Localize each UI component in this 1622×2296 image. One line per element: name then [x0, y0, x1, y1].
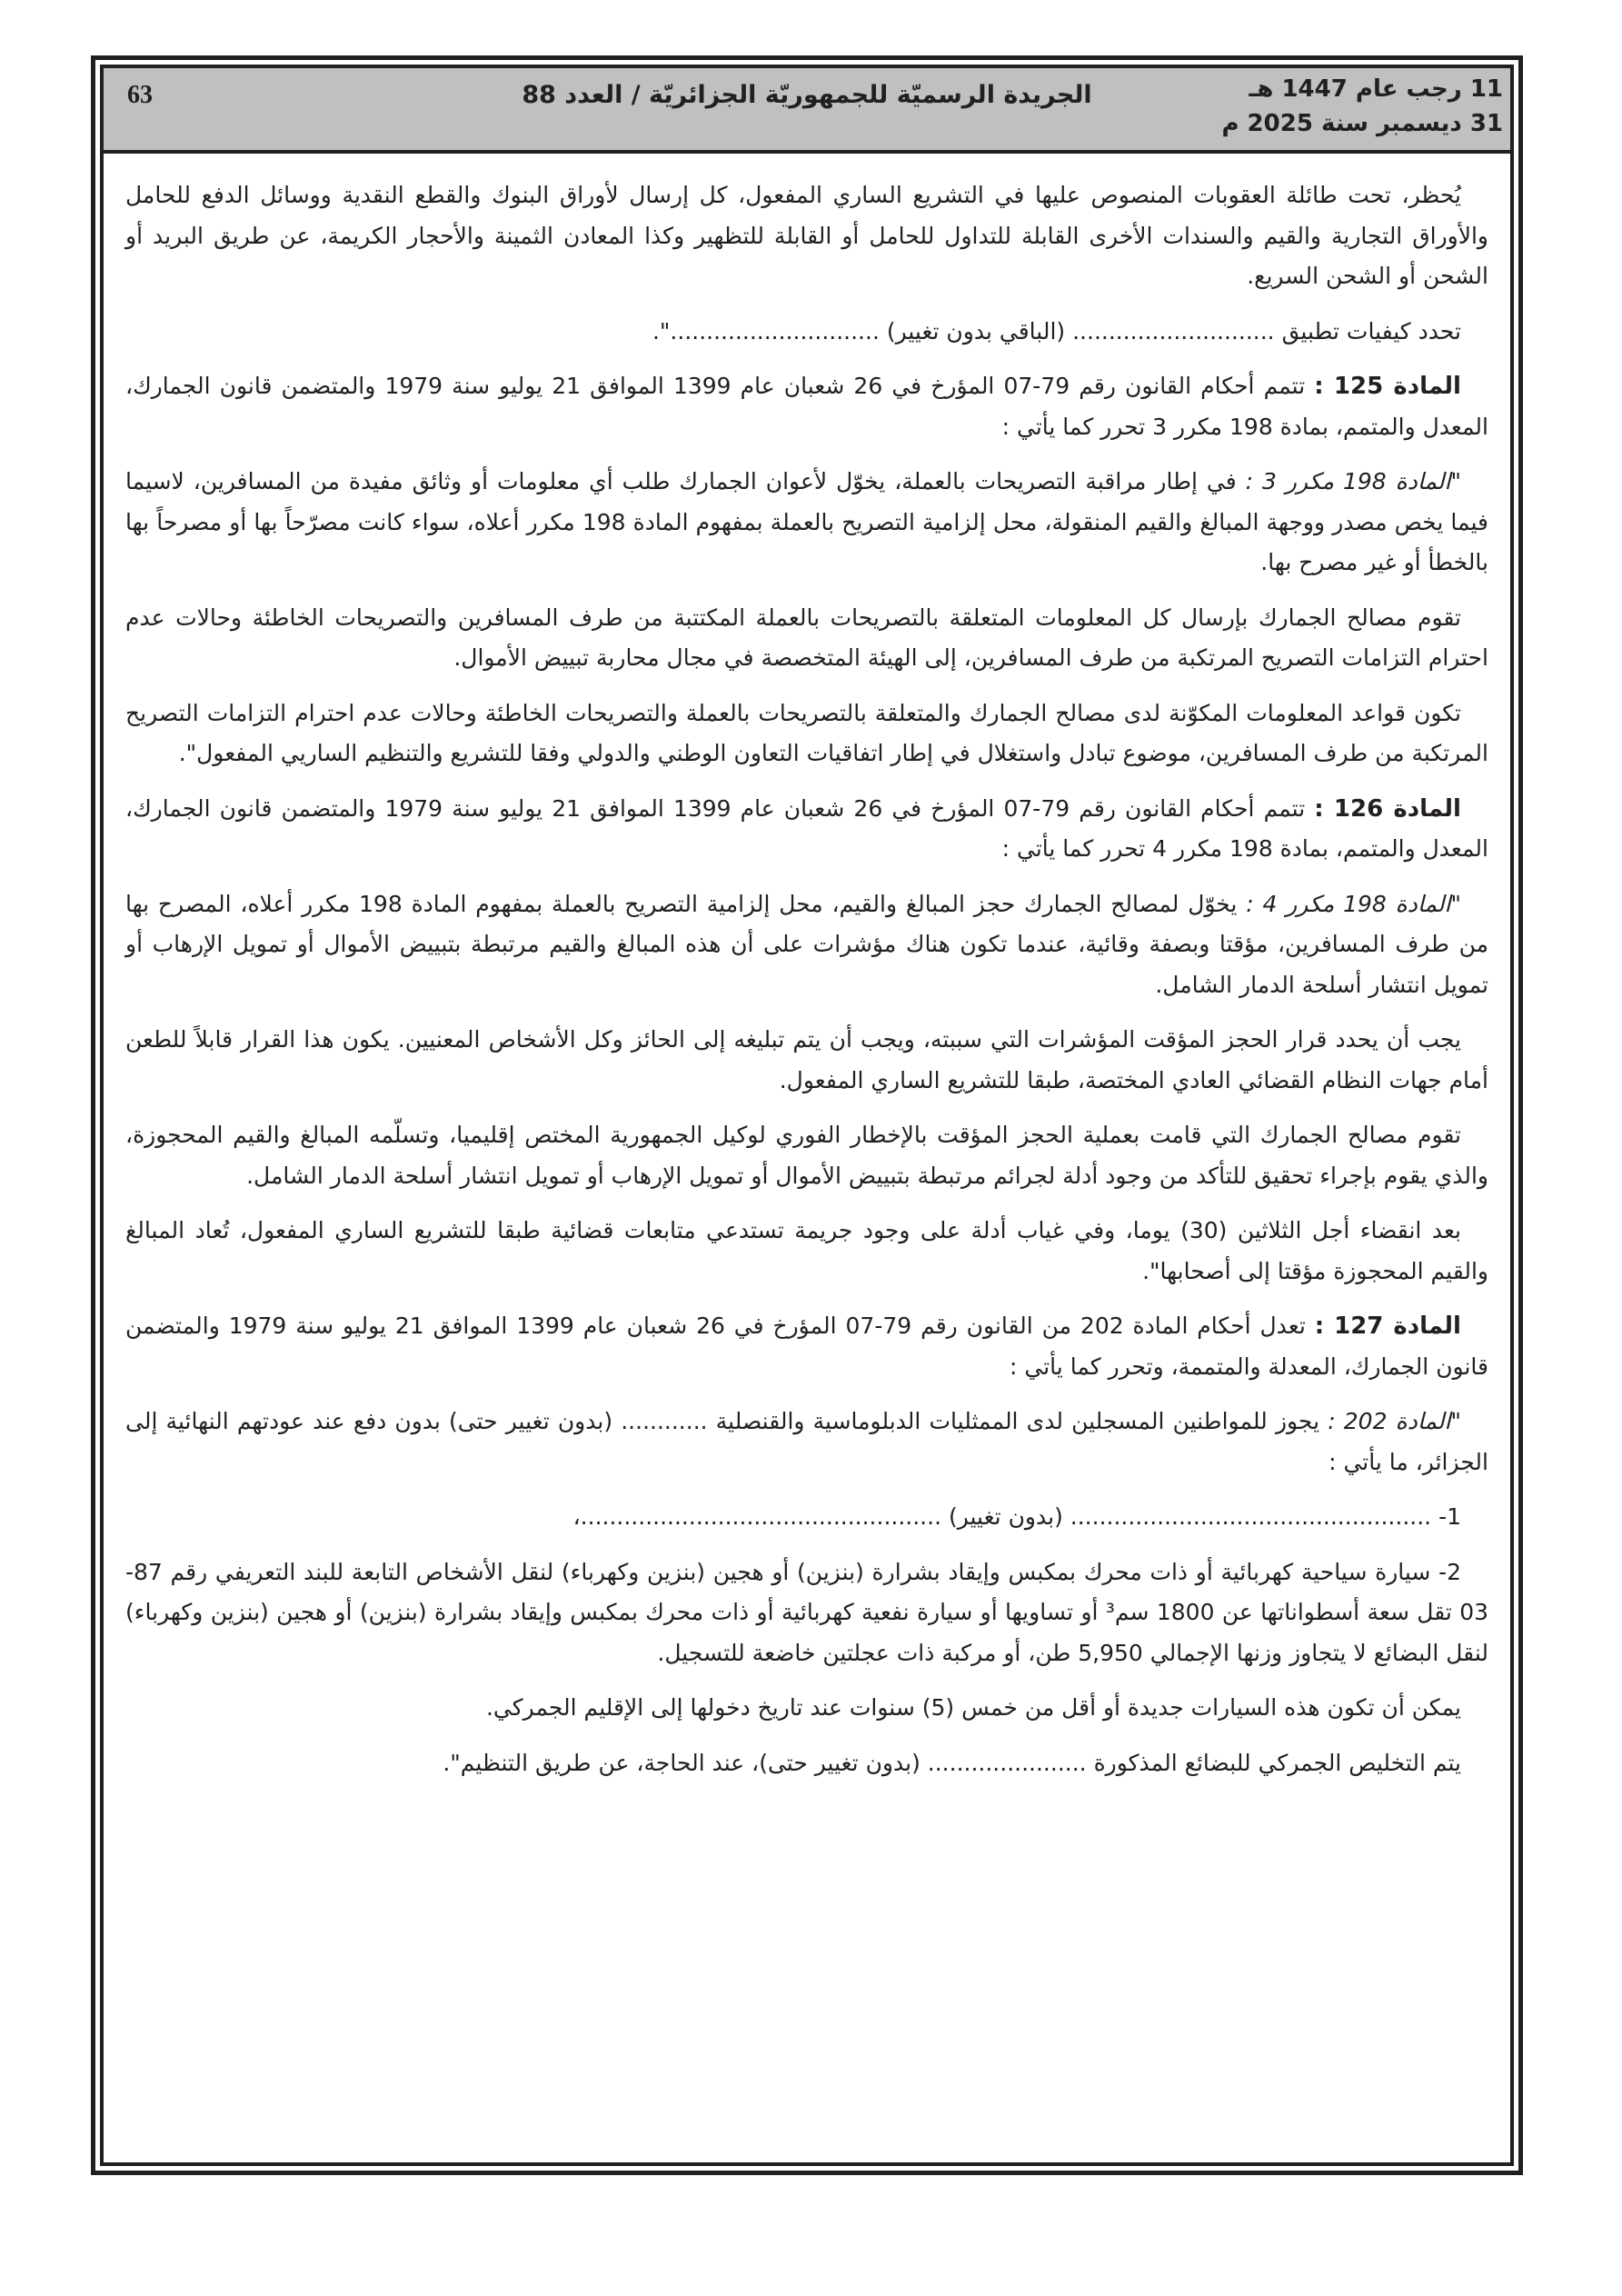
- article-127: المادة 127 : تعدل أحكام المادة 202 من القانون رقم 79-07 المؤرخ في 26 شعبان عام 1399 الموافق 21 يوليو سنة 1979 والمتضمن قانون الجمارك، المعدلة والمتممة، وتحرر كما يأتي :: [125, 1313, 1488, 1380]
- list-item-2: 2- سيارة سياحية كهربائية أو ذات محرك بمكبس وإيقاد بشرارة (بنزين) أو هجين (بنزين وكهرباء) لنقل الأشخاص التابعة للبند التعريفي رقم 87-03 تقل سعة أسطواناتها عن 1800 سم³ أو تساويها أو سيارة نفعية كهربائية أو ذات محرك بمكبس وإيقاد بشرارة (بنزين) أو هجين (بنزين وكهرباء) لنقل البضائع لا يتجاوز وزنها الإجمالي 5,950 طن، أو مركبة ذات عجلتين خاضعة للتسجيل.: [125, 1558, 1488, 1666]
- page-outer-border: [91, 55, 1523, 2175]
- paragraph: تكون قواعد المعلومات المكوّنة لدى مصالح الجمارك والمتعلقة بالتصريحات بالعملة والتصريحات الخاطئة وحالات عدم احترام التزامات التصريح المرتكبة من طرف المسافرين، موضوع تبادل واستغلال في إطار اتفاقيات التعاون الوطني والدولي وفقا للتشريع والتنظيم الساريي المفعول".: [125, 699, 1488, 766]
- article-label: المادة 127 :: [1314, 1313, 1461, 1340]
- article-198-bis-3: "المادة 198 مكرر 3 : في إطار مراقبة التصريحات بالعملة، يخوّل لأعوان الجمارك طلب أي معلومات أو وثائق مفيدة من المسافرين، لاسيما فيما يخص مصدر ووجهة المبالغ والقيم المنقولة، محل إلزامية التصريح بالعملة بمفهوم المادة 198 مكرر أعلاه، سواء كانت مصرّحاً بها أو مصرحاً بها بالخطأ أو غير مصرح بها.: [125, 468, 1488, 575]
- gazette-header: [104, 68, 1510, 154]
- list-item-1: 1- .................................................. (بدون تغيير) ..................................................،: [572, 1503, 1461, 1530]
- paragraph: يُحظر، تحت طائلة العقوبات المنصوص عليها في التشريع الساري المفعول، كل إرسال لأوراق البنوك والقطع النقدية ووسائل الدفع للحامل والأوراق التجارية والقيم والسندات الأخرى القابلة للتداول للحامل أو القابلة للتظهير وكذا المعادن الثمينة والأحجار الكريمة، عن طريق البريد أو الشحن أو الشحن السريع.: [125, 182, 1488, 289]
- article-label: المادة 125 :: [1314, 373, 1461, 400]
- paragraph: تقوم مصالح الجمارك بإرسال كل المعلومات المتعلقة بالتصريحات بالعملة المكتتبة من طرف المسافرين والتصريحات الخاطئة وحالات عدم احترام التزامات التصريح المرتكبة من طرف المسافرين، إلى الهيئة المتخصصة في مجال محاربة تبييض الأموال.: [125, 604, 1488, 671]
- article-126: المادة 126 : تتمم أحكام القانون رقم 79-07 المؤرخ في 26 شعبان عام 1399 الموافق 21 يوليو سنة 1979 والمتضمن قانون الجمارك، المعدل والمتمم، بمادة 198 مكرر 4 تحرر كما يأتي :: [125, 794, 1488, 862]
- paragraph: تقوم مصالح الجمارك التي قامت بعملية الحجز المؤقت بالإخطار الفوري لوكيل الجمهورية المختص إقليميا، وتسلّمه المبالغ والقيم المحجوزة، والذي يقوم بإجراء تحقيق للتأكد من وجود أدلة لجرائم مرتبطة بتبييض الأموال أو تمويل الإرهاب أو تمويل انتشار أسلحة الدمار الشامل.: [125, 1122, 1488, 1189]
- article-198-bis-4: "المادة 198 مكرر 4 : يخوّل لمصالح الجمارك حجز المبالغ والقيم، محل إلزامية التصريح بالعملة بمفهوم المادة 198 مكرر أعلاه، المصرح بها من طرف المسافرين، مؤقتا وبصفة وقائية، عندما تكون هناك مؤشرات على أن هذه المبالغ والقيم مرتبطة بتبييض الأموال أو تمويل الإرهاب أو تمويل انتشار أسلحة الدمار الشامل.: [125, 890, 1488, 998]
- paragraph: بعد انقضاء أجل الثلاثين (30) يوما، وفي غياب أدلة على وجود جريمة تستدعي متابعات قضائية طبقا للتشريع الساري المفعول، تُعاد المبالغ والقيم المحجوزة مؤقتا إلى أصحابها".: [125, 1217, 1488, 1284]
- gregorian-date: 31 ديسمبر سنة 2025 م: [1221, 110, 1503, 137]
- article-125: المادة 125 : تتمم أحكام القانون رقم 79-07 المؤرخ في 26 شعبان عام 1399 الموافق 21 يوليو سنة 1979 والمتضمن قانون الجمارك، المعدل والمتمم، بمادة 198 مكرر 3 تحرر كما يأتي :: [125, 373, 1488, 440]
- paragraph: يجب أن يحدد قرار الحجز المؤقت المؤشرات التي سببته، ويجب أن يتم تبليغه إلى الحائز وكل الأشخاص المعنيين. يكون هذا القرار قابلاً للطعن أمام جهات النظام القضائي العادي المختصة، طبقا للتشريع الساري المفعول.: [125, 1026, 1488, 1093]
- page-inner-border: [100, 65, 1514, 2166]
- article-202: "المادة 202 : يجوز للمواطنين المسجلين لدى الممثليات الدبلوماسية والقنصلية ............ (بدون تغيير حتى) بدون دفع عند عودتهم النهائية إلى الجزائر، ما يأتي :: [125, 1408, 1488, 1475]
- article-reference: "المادة 198 مكرر 4 :: [1246, 890, 1461, 917]
- paragraph: تحدد كيفيات تطبيق ............................ (الباقي بدون تغيير) .............................".: [652, 317, 1461, 344]
- article-label: المادة 126 :: [1314, 794, 1461, 823]
- hijri-date: 11 رجب عام 1447 هـ: [1249, 75, 1503, 103]
- paragraph: يمكن أن تكون هذه السيارات جديدة أو أقل من خمس (5) سنوات عند تاريخ دخولها إلى الإقليم الجمركي.: [485, 1694, 1461, 1721]
- article-reference: "المادة 202 :: [1328, 1408, 1461, 1434]
- gazette-title: الجريدة الرسميّة للجمهوريّة الجزائريّة / العدد 88: [522, 81, 1092, 109]
- document-body: [125, 175, 1488, 1798]
- page-number: 63: [127, 81, 153, 109]
- article-reference: "المادة 198 مكرر 3 :: [1245, 468, 1461, 494]
- paragraph: يتم التخليص الجمركي للبضائع المذكورة ...................... (بدون تغيير حتى)، عند الحاجة، عن طريق التنظيم".: [443, 1749, 1461, 1776]
